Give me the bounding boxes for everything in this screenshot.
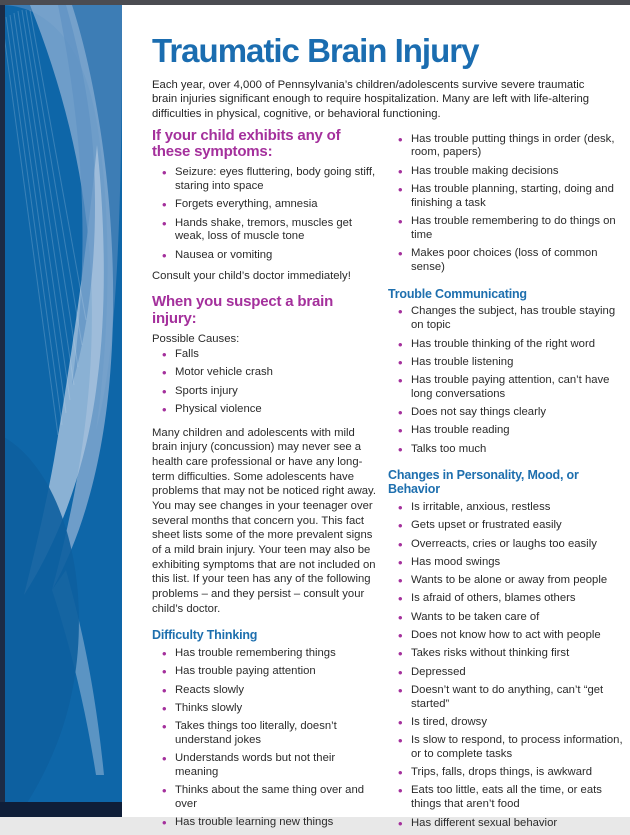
concussion-paragraph: Many children and adolescents with mild brain injury (concussion) may never see a health care professional or have any long-term difficulties. Some adolescents have problems that may not be noticed right away. You may see changes in your teenager over several months that concern you. This fact sheet lists some of the more prevalent signs of a mild brain injury. Your teen may also be exhibiting symptoms that are not included on this list. If your teen has any of the following problems – and they persist – consult your child’s doctor. — [152, 426, 376, 615]
content-area — [152, 5, 624, 835]
two-column-layout — [152, 128, 624, 835]
difficulty-thinking-heading: Difficulty Thinking — [152, 628, 258, 643]
bullet-item: • Doesn’t want to do anything, can’t “get started” — [398, 684, 624, 712]
trouble-communicating-list — [398, 305, 624, 456]
bullet-item: • Wants to be alone or away from people — [398, 574, 624, 588]
consult-doctor-note: Consult your child’s doctor immediately! — [152, 270, 351, 283]
bullet-item: • Talks too much — [398, 443, 624, 457]
bullet-item: • Sports injury — [162, 385, 380, 399]
bullet-item: • Has trouble making decisions — [398, 165, 624, 179]
bullet-item: • Is afraid of others, blames others — [398, 592, 624, 606]
bullet-item: • Forgets everything, amnesia — [162, 198, 380, 212]
suspect-injury-heading: When you suspect a brain injury: — [152, 293, 334, 328]
symptoms-heading: If your child exhibits any of these symptoms: — [152, 126, 341, 161]
intro-paragraph: Each year, over 4,000 of Pennsylvania’s children/adolescents survive severe traumatic brain injuries significant enough to require hospitalization. Many are left with life-altering difficulties in physical, cognitive, or behavioral functioning. — [152, 78, 590, 120]
bullet-item: • Seizure: eyes fluttering, body going stiff, staring into space — [162, 166, 380, 194]
difficulty-thinking-list — [162, 647, 380, 830]
bullet-item: • Does not know how to act with people — [398, 629, 624, 643]
bullet-item: • Has trouble reading — [398, 424, 624, 438]
bullet-item: • Has different sexual behavior — [398, 817, 624, 831]
bullet-item: • Understands words but not their meaning — [162, 752, 380, 780]
personality-mood-behavior-heading: Changes in Personality, Mood, or Behavior — [388, 468, 579, 497]
trouble-communicating-heading: Trouble Communicating — [388, 286, 527, 301]
bullet-item: • Thinks slowly — [162, 702, 380, 716]
bullet-item: • Is tired, drowsy — [398, 716, 624, 730]
bullet-item: • Has mood swings — [398, 556, 624, 570]
bullet-item: • Has trouble listening — [398, 356, 624, 370]
bullet-item: • Has trouble paying attention — [162, 665, 380, 679]
bullet-item: • Has trouble learning new things — [162, 816, 380, 830]
bullet-item: • Does not say things clearly — [398, 406, 624, 420]
bullet-item: • Takes things too literally, doesn’t understand jokes — [162, 720, 380, 748]
bullet-item: • Has trouble putting things in order (desk, room, papers) — [398, 133, 624, 161]
bullet-item: • Gets upset or frustrated easily — [398, 519, 624, 533]
personality-mood-behavior-list — [398, 501, 624, 830]
bullet-item: • Trips, falls, drops things, is awkward — [398, 766, 624, 780]
bullet-item: • Hands shake, tremors, muscles get weak, loss of muscle tone — [162, 217, 380, 245]
bullet-item: • Nausea or vomiting — [162, 249, 380, 263]
swirl-ribbon-graphic — [0, 5, 122, 817]
bullet-item: • Physical violence — [162, 403, 380, 417]
bullet-item: • Eats too little, eats all the time, or eats things that aren’t food — [398, 784, 624, 812]
bullet-item: • Thinks about the same thing over and over — [162, 784, 380, 812]
bullet-item: • Changes the subject, has trouble staying on topic — [398, 305, 624, 333]
bullet-item: • Wants to be taken care of — [398, 611, 624, 625]
bullet-item: • Motor vehicle crash — [162, 366, 380, 380]
bullet-item: • Takes risks without thinking first — [398, 647, 624, 661]
page-title: Traumatic Brain Injury — [152, 32, 479, 69]
possible-causes-list — [162, 348, 380, 417]
bullet-item: • Overreacts, cries or laughs too easily — [398, 538, 624, 552]
bullet-item: • Has trouble paying attention, can’t have long conversations — [398, 374, 624, 402]
bullet-item: • Has trouble remembering to do things on time — [398, 215, 624, 243]
possible-causes-label: Possible Causes: — [152, 333, 240, 346]
bullet-item: • Has trouble planning, starting, doing and finishing a task — [398, 183, 624, 211]
bullet-item: • Is slow to respond, to process information, or to complete tasks — [398, 734, 624, 762]
bullet-item: • Is irritable, anxious, restless — [398, 501, 624, 515]
right-column — [388, 128, 624, 835]
bullet-item: • Falls — [162, 348, 380, 362]
bullet-item: • Reacts slowly — [162, 684, 380, 698]
left-column — [152, 128, 380, 835]
decorative-sidebar — [0, 5, 122, 817]
symptoms-list — [162, 166, 380, 262]
bullet-item: • Has trouble remembering things — [162, 647, 380, 661]
bullet-item: • Makes poor choices (loss of common sense) — [398, 247, 624, 275]
bullet-item: • Depressed — [398, 666, 624, 680]
difficulty-thinking-continued-list — [398, 133, 624, 275]
bullet-item: • Has trouble thinking of the right word — [398, 338, 624, 352]
